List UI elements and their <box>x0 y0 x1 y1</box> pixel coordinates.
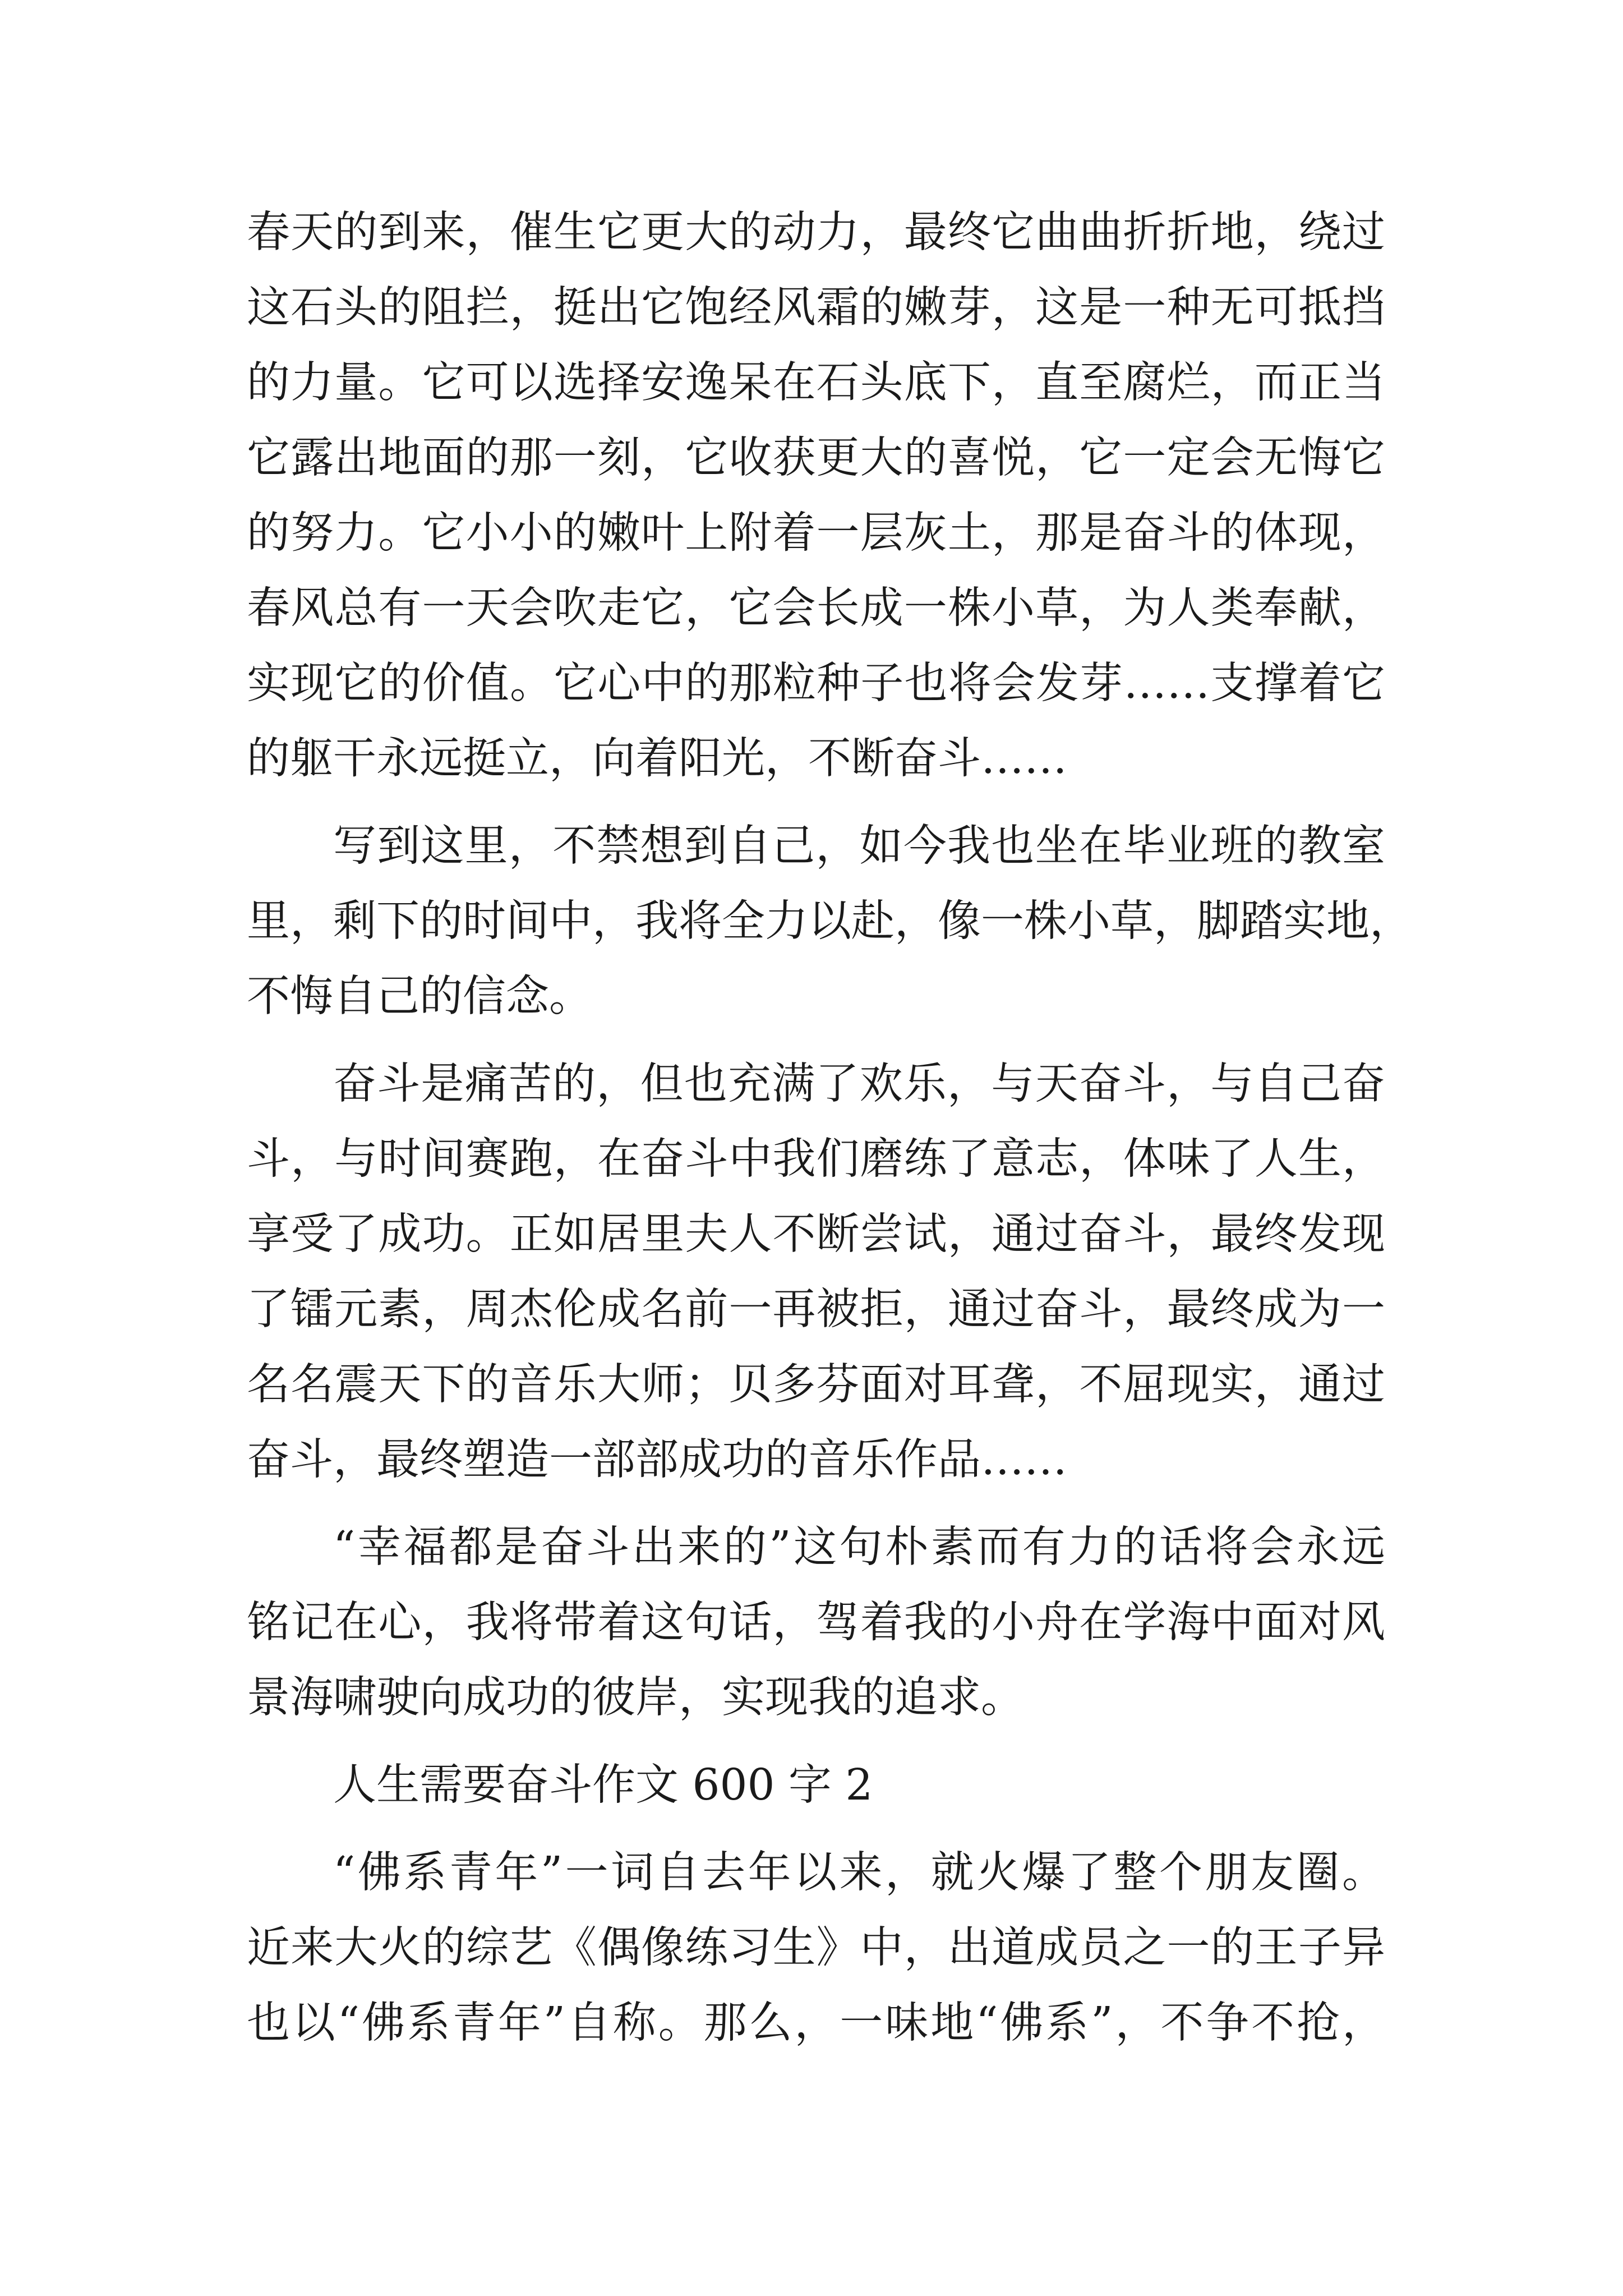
text-line: 实现它的价值。它心中的那粒种子也将会发芽……支撑着它 <box>247 659 1385 708</box>
text-line: 奋斗，最终塑造一部部成功的音乐作品…… <box>247 1435 1067 1485</box>
text-line: 里，剩下的时间中，我将全力以赴，像一株小草，脚踏实地， <box>247 896 1413 946</box>
paragraph <box>247 1835 1385 2061</box>
text-line: 这石头的阻拦，挺出它饱经风霜的嫩芽，这是一种无可抵挡 <box>247 283 1385 333</box>
text-line: “幸福都是奋斗出来的”这句朴素而有力的话将会永远 <box>333 1522 1385 1572</box>
text-line: 春天的到来，催生它更大的动力，最终它曲曲折折地，绕过 <box>247 208 1385 257</box>
text-line: 的躯干永远挺立，向着阳光，不断奋斗…… <box>247 734 1067 784</box>
heading-text: 人生需要奋斗作文 600 字 2 <box>333 1760 873 1810</box>
text-line: 斗，与时间赛跑，在奋斗中我们磨练了意志，体味了人生， <box>247 1134 1385 1184</box>
document-body <box>247 195 1413 2061</box>
text-line: 写到这里，不禁想到自己，如今我也坐在毕业班的教室 <box>333 821 1385 871</box>
section-heading <box>247 1748 1385 1823</box>
text-line: 也以“佛系青年”自称。那么，一味地“佛系”，不争不抢， <box>247 1998 1385 2048</box>
paragraph <box>247 1510 1385 1736</box>
paragraph <box>247 1047 1385 1498</box>
text-line: 奋斗是痛苦的，但也充满了欢乐，与天奋斗，与自己奋 <box>333 1059 1385 1109</box>
text-line: 了镭元素，周杰伦成名前一再被拒，通过奋斗，最终成为一 <box>247 1285 1385 1335</box>
text-line: 近来大火的综艺《偶像练习生》中，出道成员之一的王子异 <box>247 1923 1385 1973</box>
paragraph <box>247 809 1413 1034</box>
text-line: 它露出地面的那一刻，它收获更大的喜悦，它一定会无悔它 <box>247 433 1385 483</box>
text-line: 的努力。它小小的嫩叶上附着一层灰土，那是奋斗的体现， <box>247 508 1385 558</box>
text-line: 铭记在心，我将带着这句话，驾着我的小舟在学海中面对风 <box>247 1598 1385 1648</box>
text-line: 景海啸驶向成功的彼岸，实现我的追求。 <box>247 1673 1024 1723</box>
text-line: 不悔自己的信念。 <box>247 972 592 1022</box>
text-line: “佛系青年”一词自去年以来，就火爆了整个朋友圈。 <box>333 1848 1385 1898</box>
text-line: 享受了成功。正如居里夫人不断尝试，通过奋斗，最终发现 <box>247 1209 1385 1259</box>
text-line: 名名震天下的音乐大师；贝多芬面对耳聋，不屈现实，通过 <box>247 1360 1385 1410</box>
text-line: 春风总有一天会吹走它，它会长成一株小草，为人类奉献， <box>247 583 1385 633</box>
text-line: 的力量。它可以选择安逸呆在石头底下，直至腐烂，而正当 <box>247 358 1385 408</box>
paragraph <box>247 195 1385 797</box>
